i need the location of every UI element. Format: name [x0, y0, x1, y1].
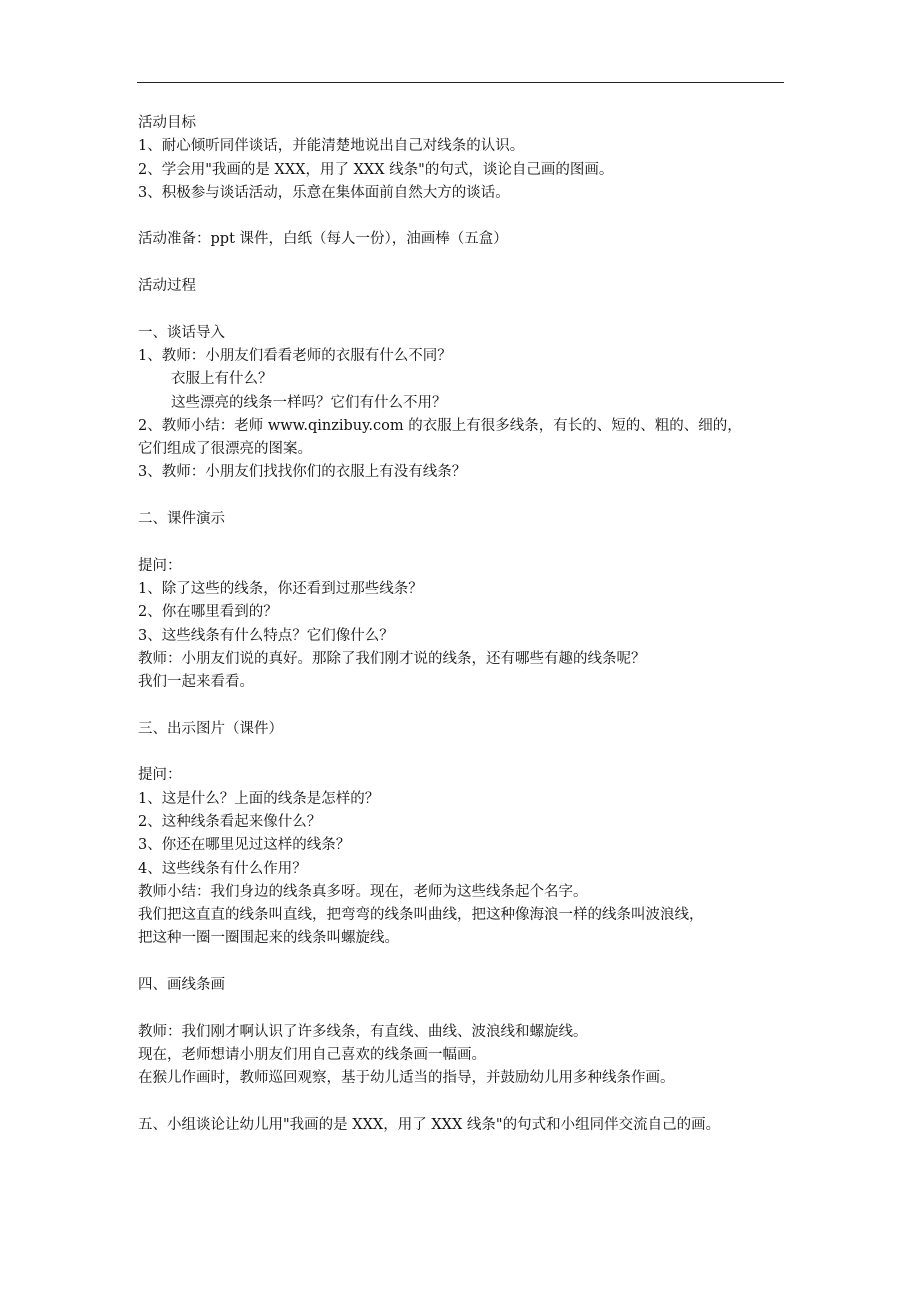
text-line: 2、学会用"我画的是 XXX，用了 XXX 线条"的句式，谈论自己画的图画。 — [138, 161, 614, 178]
text-line: 1、除了这些的线条，你还看到过那些线条？ — [138, 580, 423, 597]
text-line: 活动目标 — [138, 115, 196, 131]
text-line: 2、你在哪里看到的？ — [138, 604, 278, 621]
text-line: 三、出示图片（课件） — [138, 720, 283, 737]
text-line: 4、这些线条有什么作用？ — [138, 860, 307, 877]
paragraph-gap — [138, 741, 798, 764]
text-line: 活动准备：ppt 课件，白纸（每人一份），油画棒（五盒） — [138, 231, 508, 248]
text-line: 这些漂亮的线条一样吗？它们有什么不用？ — [171, 394, 447, 411]
text-line: 一、谈话导入 — [138, 324, 225, 341]
paragraph-gap — [138, 1090, 798, 1113]
text-line: 教师小结：我们身边的线条真多呀。现在，老师为这些线条起个名字。 — [138, 883, 588, 900]
text-line: 提问： — [138, 767, 182, 784]
text-line: 我们把这直直的线条叫直线，把弯弯的线条叫曲线，把这种像海浪一样的线条叫波浪线， — [138, 907, 704, 924]
text-line: 四、画线条画 — [138, 976, 225, 993]
text-line: 提问： — [138, 557, 182, 574]
text-line: 教师：我们刚才啊认识了许多线条，有直线、曲线、波浪线和螺旋线。 — [138, 1023, 588, 1040]
text-line: 1、耐心倾听同伴谈话，并能清楚地说出自己对线条的认识。 — [138, 138, 525, 155]
text-line: 五、小组谈论让幼儿用"我画的是 XXX，用了 XXX 线条"的句式和小组同伴交流自己的画。 — [138, 1116, 721, 1133]
text-line: 1、教师：小朋友们看看老师的衣服有什么不同？ — [138, 347, 452, 364]
paragraph-gap — [138, 485, 798, 508]
paragraph-gap — [138, 298, 798, 321]
text-line: 它们组成了很漂亮的图案。 — [138, 441, 312, 458]
paragraph-gap — [138, 951, 798, 974]
text-line: 把这种一圈一圈围起来的线条叫螺旋线。 — [138, 930, 399, 947]
paragraph-gap — [138, 205, 798, 228]
text-line: 2、教师小结：老师 www.qinzibuy.com 的衣服上有很多线条，有长的、短的、粗的、细的， — [138, 417, 742, 434]
paragraph-gap — [138, 997, 798, 1020]
paragraph-gap — [138, 252, 798, 275]
text-line: 3、这些线条有什么特点？它们像什么？ — [138, 627, 394, 644]
text-line: 教师：小朋友们说的真好。那除了我们刚才说的线条，还有哪些有趣的线条呢？ — [138, 650, 646, 667]
text-line: 在猴儿作画时，教师巡回观察，基于幼儿适当的指导，并鼓励幼儿用多种线条作画。 — [138, 1070, 675, 1087]
document-body — [138, 112, 798, 1137]
text-line: 2、这种线条看起来像什么？ — [138, 813, 322, 830]
text-line: 3、你还在哪里见过这样的线条？ — [138, 837, 351, 854]
text-line: 1、这是什么？上面的线条是怎样的？ — [138, 790, 380, 807]
header-rule — [137, 82, 784, 83]
text-line: 衣服上有什么？ — [171, 371, 273, 388]
text-line: 我们一起来看看。 — [138, 674, 254, 691]
text-line: 现在，老师想请小朋友们用自己喜欢的线条画一幅画。 — [138, 1046, 486, 1063]
text-line: 3、积极参与谈话活动，乐意在集体面前自然大方的谈话。 — [138, 184, 510, 201]
paragraph-gap — [138, 694, 798, 717]
text-line: 活动过程 — [138, 278, 196, 295]
text-line: 二、课件演示 — [138, 511, 225, 528]
text-line: 3、教师：小朋友们找找你们的衣服上有没有线条？ — [138, 464, 467, 481]
paragraph-gap — [138, 531, 798, 554]
